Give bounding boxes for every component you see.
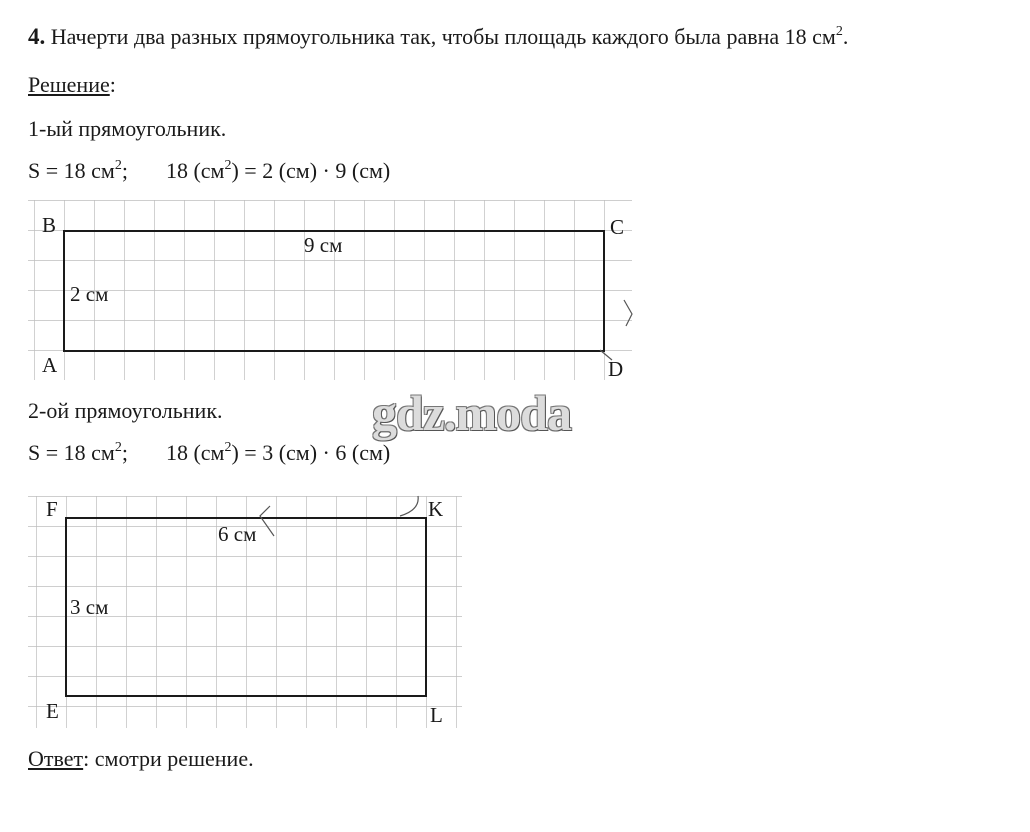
rect2-calc-exp: 2 [224, 440, 232, 455]
rect1-height-label: 2 см [70, 282, 109, 306]
vertex-e: E [46, 699, 59, 723]
rect2-width-label: 6 см [218, 522, 257, 546]
solution-label: Решение [28, 72, 110, 97]
vertex-f: F [46, 497, 58, 521]
rect2-area: S = 18 см [28, 440, 115, 465]
rect2-formula [28, 440, 390, 466]
rect1-calc-b: ) = 2 (см) · 9 (см) [231, 158, 391, 183]
vertex-b: B [42, 213, 57, 237]
rect1-semicolon: ; [121, 158, 128, 183]
rect1-width-label: 9 см [304, 233, 343, 257]
vertex-d: D [608, 357, 624, 381]
rect2-heading: 2-ой прямоугольник. [28, 398, 223, 423]
rect1-grid [28, 200, 632, 380]
task-end: . [842, 24, 849, 49]
rect2-height-label: 3 см [70, 595, 109, 619]
vertex-l: L [430, 703, 443, 727]
rect1-area-exp: 2 [114, 158, 122, 173]
answer-label: Ответ [28, 746, 84, 771]
rect1-heading: 1-ый прямоугольник. [28, 116, 227, 141]
rect1-formula [28, 158, 390, 184]
rect2-calc-b: ) = 3 (см) · 6 (см) [231, 440, 391, 465]
rect1-calc-a: 18 (см [165, 158, 225, 183]
task-text: Начерти два разных прямоугольника так, чтобы площадь каждого была равна 18 см [50, 24, 836, 49]
task-statement [28, 24, 848, 50]
solution-colon: : [109, 72, 116, 97]
solution-heading [28, 72, 116, 98]
rect2-figure [28, 490, 468, 732]
rect2-calc-a: 18 (см [165, 440, 225, 465]
rect1-figure [28, 200, 638, 386]
watermark: gdz.moda [372, 385, 571, 441]
vertex-a: A [42, 353, 58, 377]
rect1-calc-exp: 2 [224, 158, 232, 173]
rect2-area-exp: 2 [114, 440, 122, 455]
task-number: 4. [28, 24, 46, 49]
rect2-semicolon: ; [121, 440, 128, 465]
vertex-k: K [428, 497, 444, 521]
vertex-c: C [610, 215, 625, 239]
answer-line [28, 746, 254, 772]
rect1-area: S = 18 см [28, 158, 115, 183]
answer-text: : смотри решение. [83, 746, 254, 771]
task-exponent: 2 [835, 24, 843, 39]
